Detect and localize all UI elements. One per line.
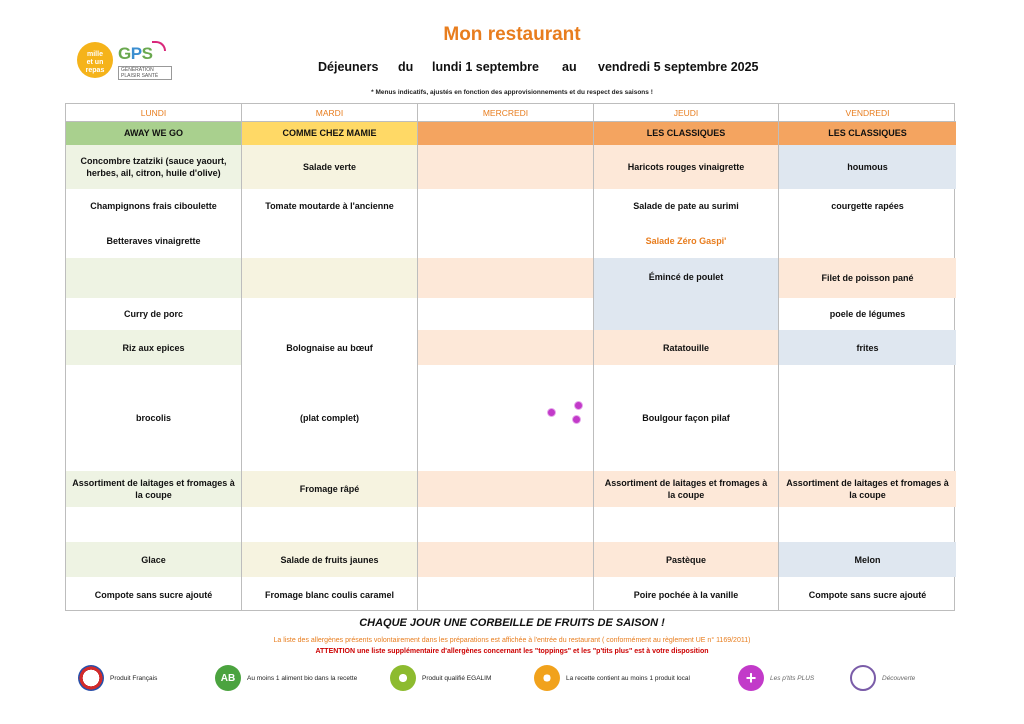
legend-item-local xyxy=(534,664,690,692)
menu-cell: Fromage râpé xyxy=(242,471,417,507)
menu-cell xyxy=(418,298,593,330)
menu-cell: Concombre tzatziki (sauce yaourt, herbes, ail, citron, huile d'olive) xyxy=(66,145,241,189)
decouverte-icon xyxy=(850,665,876,691)
menu-cell: Bolognaise au bœuf xyxy=(286,342,373,353)
legend-label: Produit qualifié EGALIM xyxy=(422,674,492,682)
menu-cell xyxy=(242,298,417,330)
menu-cell: Riz aux epices xyxy=(66,330,241,365)
menu-cell xyxy=(594,507,778,542)
menu-cell xyxy=(242,258,417,298)
page-title: Mon restaurant xyxy=(443,24,581,45)
period-end: vendredi 5 septembre 2025 xyxy=(598,60,759,74)
menu-cell: (plat complet) xyxy=(299,413,359,423)
menu-cell: Pastèque xyxy=(594,542,778,577)
day-theme: AWAY WE GO xyxy=(66,122,241,145)
menu-cell: poele de légumes xyxy=(829,309,906,319)
menu-cell: courgette rapées xyxy=(831,201,904,211)
menu-cell xyxy=(418,258,593,298)
menu-cell xyxy=(66,507,241,542)
day-column-mercredi xyxy=(418,104,594,610)
menu-cell xyxy=(418,577,593,612)
menu-cell: Melon xyxy=(779,542,956,577)
day-column-jeudi xyxy=(594,104,779,610)
period-dejeuners: Déjeuners xyxy=(318,60,379,74)
menu-cell: Boulgour façon pilaf xyxy=(642,413,730,423)
legend-label: Découverte xyxy=(882,674,916,682)
allergenes-attention: ATTENTION une liste supplémentaire d'allergènes concernant les "toppings" et les "p'tits plus" est à votre disposition xyxy=(315,648,709,655)
menu-cell xyxy=(418,542,593,577)
gps-logo-text: GPS xyxy=(118,44,153,63)
gps-logo-sub: GÉNÉRATION PLAISIR SANTÉ xyxy=(118,66,172,80)
menu-cell: Salade Zéro Gaspi' xyxy=(645,235,727,246)
ptits-plus-icon xyxy=(547,408,556,417)
legend-item-bio xyxy=(215,664,357,692)
day-theme: LES CLASSIQUES xyxy=(779,122,956,145)
day-theme: LES CLASSIQUES xyxy=(594,122,778,145)
legend-item-decouverte xyxy=(850,664,915,692)
menu-cell xyxy=(418,507,593,542)
period-du: du xyxy=(398,60,414,74)
mille-et-un-repas-logo: mille et un repas xyxy=(77,42,113,78)
period-au: au xyxy=(562,60,577,74)
legend-item-produit-francais xyxy=(78,664,157,692)
local-pin-icon xyxy=(534,665,560,691)
menu-cell: Assortiment de laitages et fromages à la coupe xyxy=(66,471,241,507)
legend-label: La recette contient au moins 1 produit local xyxy=(566,674,690,682)
menu-cell xyxy=(418,330,593,365)
menu-cell: Champignons frais ciboulette xyxy=(90,201,217,211)
allergenes-note: La liste des allergènes présents volontairement dans les préparations est affichée à l'entrée du restaurant ( conformément au règlement UE n° 1169/2011) xyxy=(273,637,751,644)
menu-cell: Poire pochée à la vanille xyxy=(633,589,739,600)
menu-cell: Compote sans sucre ajouté xyxy=(94,589,213,600)
menu-cell xyxy=(418,471,593,507)
menu-cell: Salade de pate au surimi xyxy=(633,201,739,211)
fruits-banner: CHAQUE JOUR UNE CORBEILLE DE FRUITS DE SAISON ! xyxy=(359,617,665,629)
menu-cell: Tomate moutarde à l'ancienne xyxy=(265,201,394,211)
ptits-plus-icon: + xyxy=(738,665,764,691)
menu-cell: Salade verte xyxy=(242,145,417,189)
ab-bio-icon: AB xyxy=(215,665,241,691)
legend-label: Au moins 1 aliment bio dans la recette xyxy=(247,674,358,682)
period-start: lundi 1 septembre xyxy=(432,60,539,74)
gps-logo xyxy=(118,44,172,79)
cocarde-icon xyxy=(78,665,104,691)
menu-cell xyxy=(779,507,956,542)
menu-cell xyxy=(242,507,417,542)
menu-cell: Glace xyxy=(66,542,241,577)
menu-cell xyxy=(779,223,956,258)
menu-cell xyxy=(594,298,778,330)
menu-cell xyxy=(418,189,593,223)
menu-cell: Ratatouille xyxy=(594,330,778,365)
legend-label: Les p'tits PLUS xyxy=(770,674,815,682)
ptits-plus-decoration xyxy=(545,398,585,428)
menu-cell: Assortiment de laitages et fromages à la coupe xyxy=(779,471,956,507)
menu-period xyxy=(318,60,759,74)
menu-cell: Émincé de poulet xyxy=(594,258,778,298)
day-theme: COMME CHEZ MAMIE xyxy=(242,122,417,145)
legend xyxy=(0,664,1024,694)
menu-cell: Compote sans sucre ajouté xyxy=(808,589,927,600)
day-column-vendredi xyxy=(779,104,956,610)
menu-cell xyxy=(66,258,241,298)
menu-cell: Fromage blanc coulis caramel xyxy=(264,589,395,600)
day-header: LUNDI xyxy=(66,104,241,122)
day-header: JEUDI xyxy=(594,104,778,122)
day-header: MARDI xyxy=(242,104,417,122)
legend-item-ptits-plus xyxy=(738,664,814,692)
weekly-menu-grid xyxy=(65,103,955,611)
menu-cell: Assortiment de laitages et fromages à la coupe xyxy=(594,471,778,507)
day-header: MERCREDI xyxy=(418,104,593,122)
menu-cell: brocolis xyxy=(135,413,171,423)
egalim-flower-icon xyxy=(390,665,416,691)
menu-cell: houmous xyxy=(779,145,956,189)
menu-cell: Salade de fruits jaunes xyxy=(242,542,417,577)
menu-cell xyxy=(418,145,593,189)
menu-note: * Menus indicatifs, ajustés en fonction des approvisionnements et du respect des saisons ! xyxy=(371,89,653,96)
day-column-lundi xyxy=(66,104,242,610)
menu-cell xyxy=(418,223,593,258)
menu-cell: frites xyxy=(779,330,956,365)
day-theme xyxy=(418,122,593,145)
legend-label: Produit Français xyxy=(110,674,158,682)
menu-cell xyxy=(242,223,417,258)
menu-cell: Betteraves vinaigrette xyxy=(106,235,201,246)
menu-cell: Curry de porc xyxy=(123,309,183,319)
ptits-plus-icon xyxy=(572,415,581,424)
day-column-mardi xyxy=(242,104,418,610)
legend-item-egalim xyxy=(390,664,491,692)
day-header: VENDREDI xyxy=(779,104,956,122)
ptits-plus-icon xyxy=(574,401,583,410)
menu-cell: Haricots rouges vinaigrette xyxy=(594,145,778,189)
menu-cell: Filet de poisson pané xyxy=(779,258,956,298)
menu-cell xyxy=(779,365,956,471)
